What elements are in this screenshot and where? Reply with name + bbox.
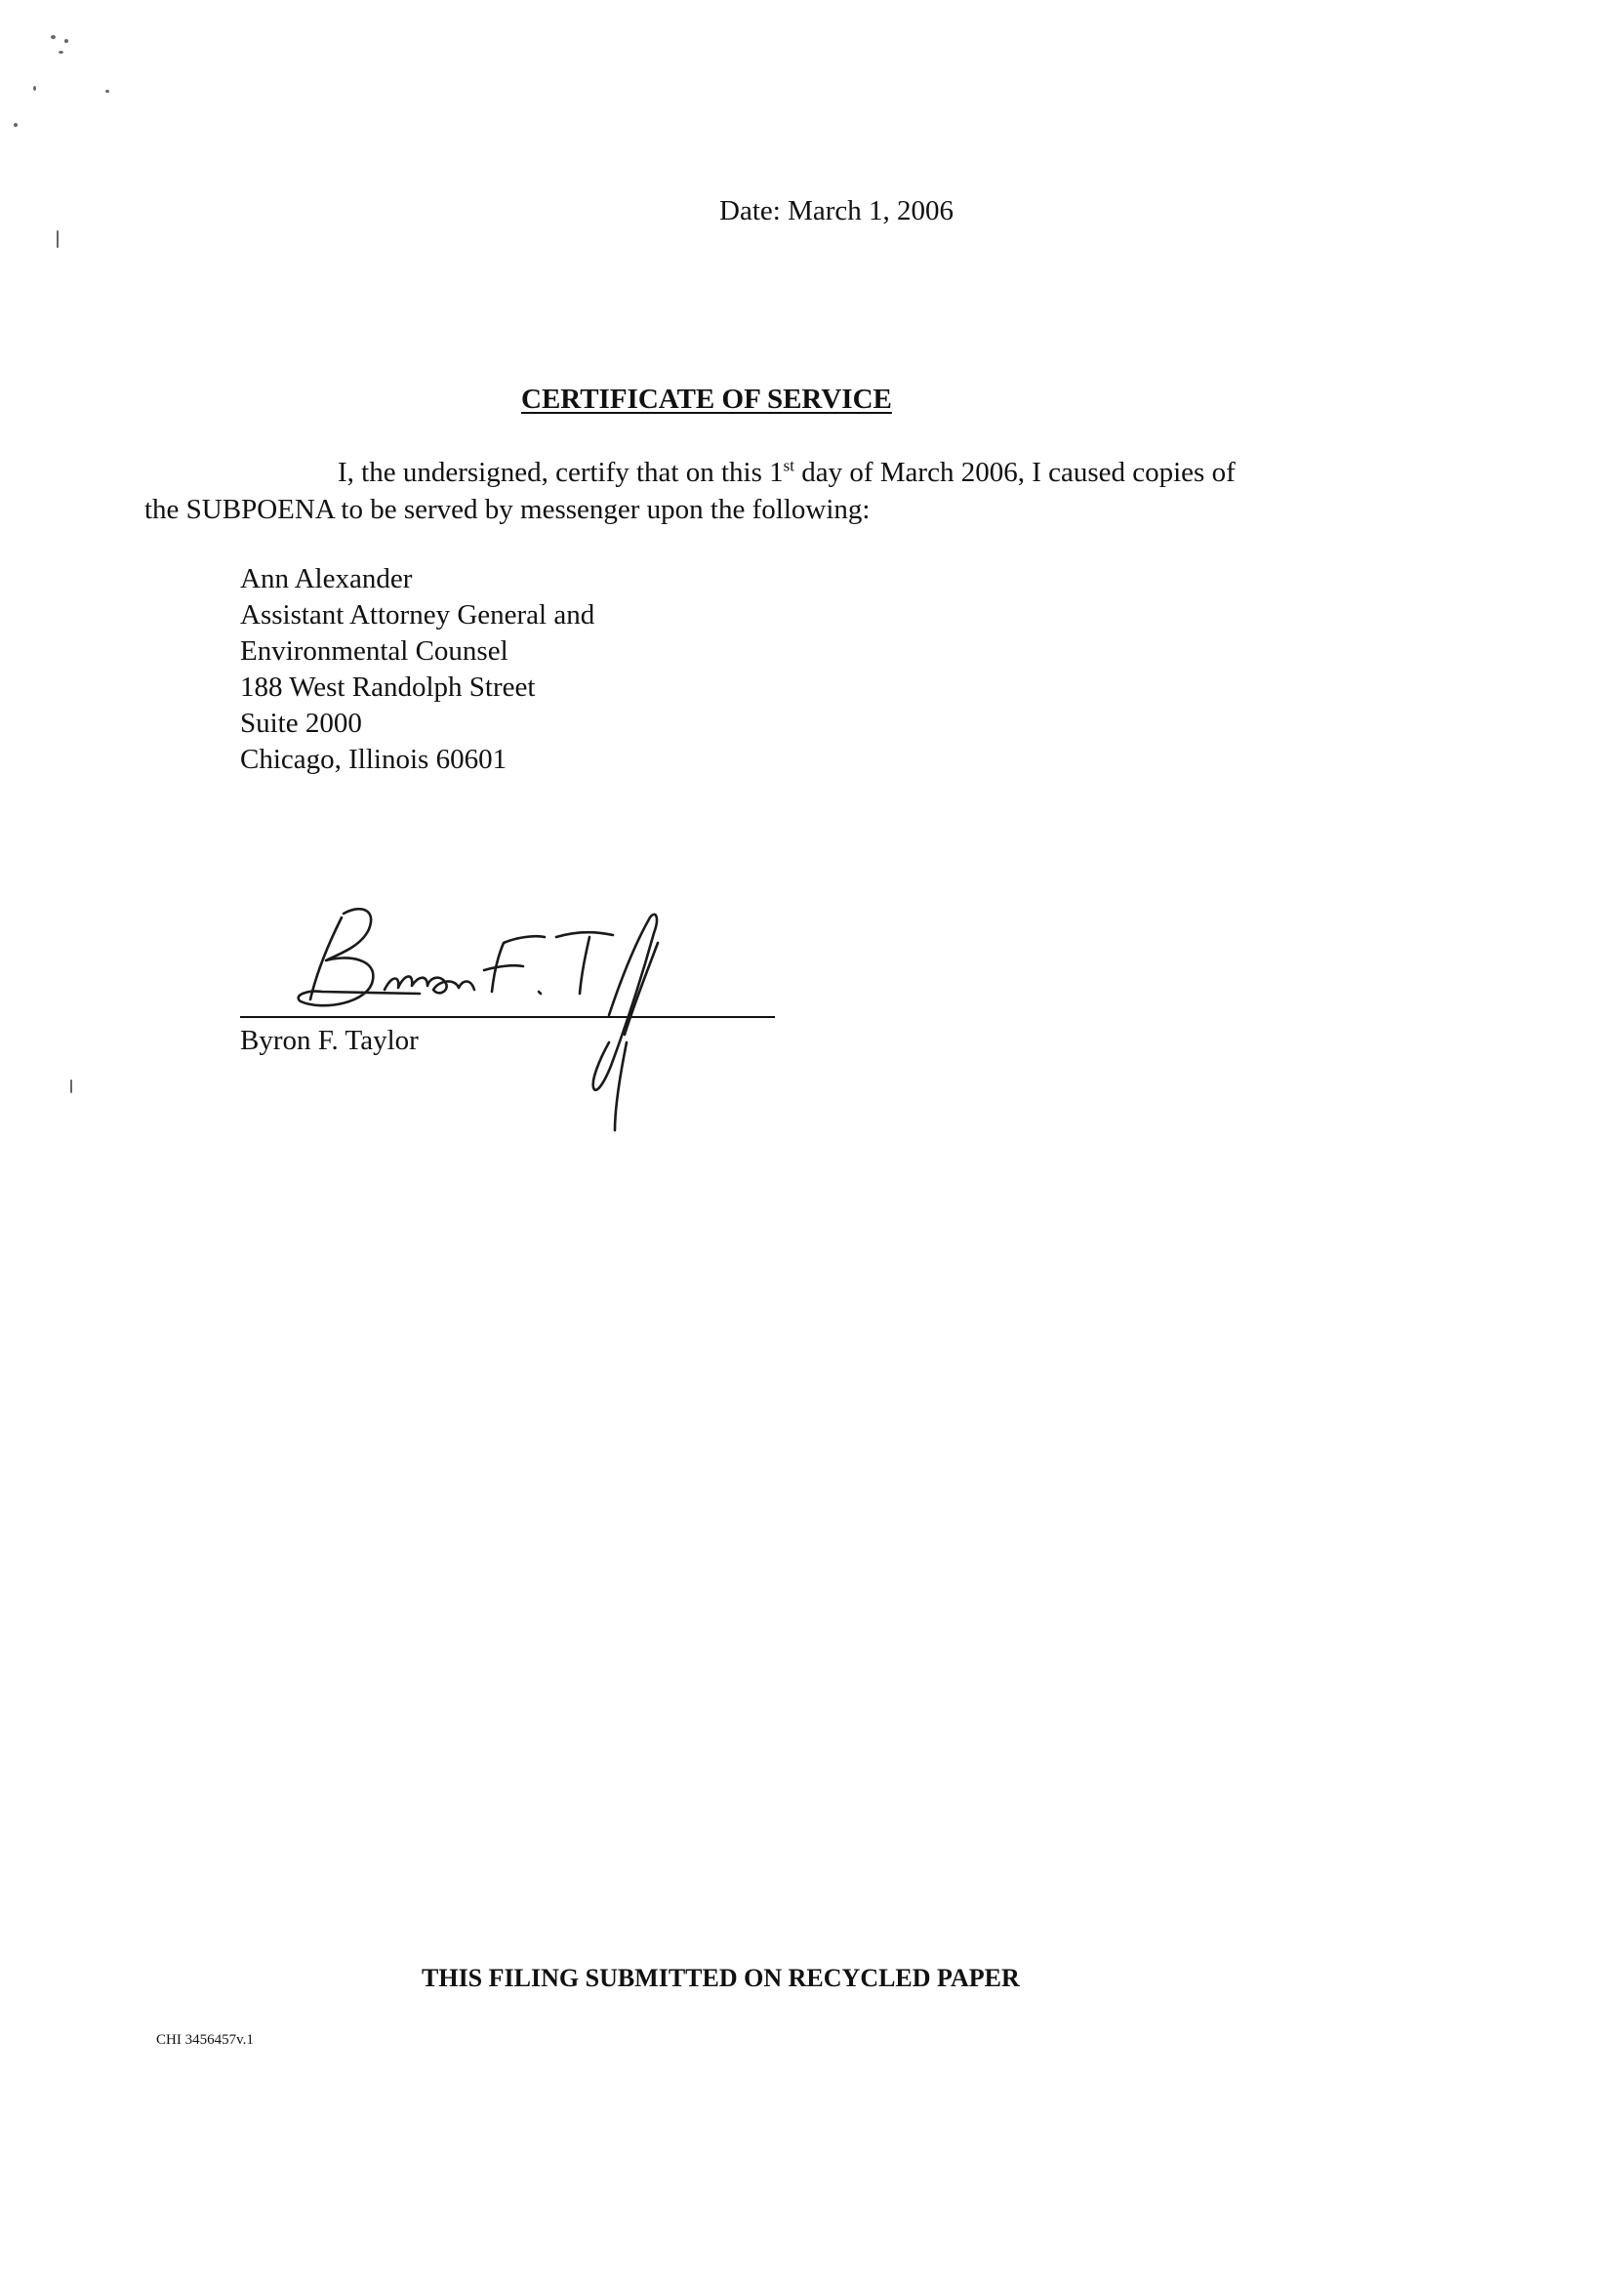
scan-speck bbox=[57, 230, 59, 248]
document-title: CERTIFICATE OF SERVICE bbox=[521, 384, 892, 415]
recipient-street: 188 West Randolph Street bbox=[240, 672, 536, 703]
recipient-city: Chicago, Illinois 60601 bbox=[240, 744, 508, 775]
certification-line-1 bbox=[338, 455, 1236, 491]
ordinal-suffix: st bbox=[783, 456, 794, 475]
certification-line-2: the SUBPOENA to be served by messenger upon the following: bbox=[144, 494, 871, 525]
scan-speck bbox=[59, 51, 63, 54]
recipient-suite: Suite 2000 bbox=[240, 708, 362, 739]
document-id: CHI 3456457v.1 bbox=[156, 2032, 254, 2048]
recipient-name: Ann Alexander bbox=[240, 563, 413, 594]
date-line bbox=[719, 193, 954, 229]
recipient-title-line-2: Environmental Counsel bbox=[240, 635, 508, 667]
recycled-paper-notice: THIS FILING SUBMITTED ON RECYCLED PAPER bbox=[422, 1964, 1020, 1992]
certification-line-1-prefix: I, the undersigned, certify that on this 1 bbox=[338, 457, 784, 488]
date-label: Date: bbox=[719, 195, 781, 226]
scan-speck bbox=[51, 35, 56, 39]
certification-line-1-suffix: day of March 2006, I caused copies of bbox=[793, 457, 1236, 488]
scan-speck bbox=[105, 90, 109, 93]
handwritten-signature bbox=[283, 896, 712, 1140]
scan-speck bbox=[14, 123, 18, 127]
recipient-address-block bbox=[240, 561, 594, 778]
signer-name: Byron F. Taylor bbox=[240, 1025, 419, 1056]
date-value: March 1, 2006 bbox=[788, 195, 954, 226]
scan-speck bbox=[70, 1080, 72, 1093]
recipient-title-line-1: Assistant Attorney General and bbox=[240, 599, 595, 631]
scan-speck bbox=[64, 39, 68, 43]
scan-speck bbox=[33, 86, 36, 91]
